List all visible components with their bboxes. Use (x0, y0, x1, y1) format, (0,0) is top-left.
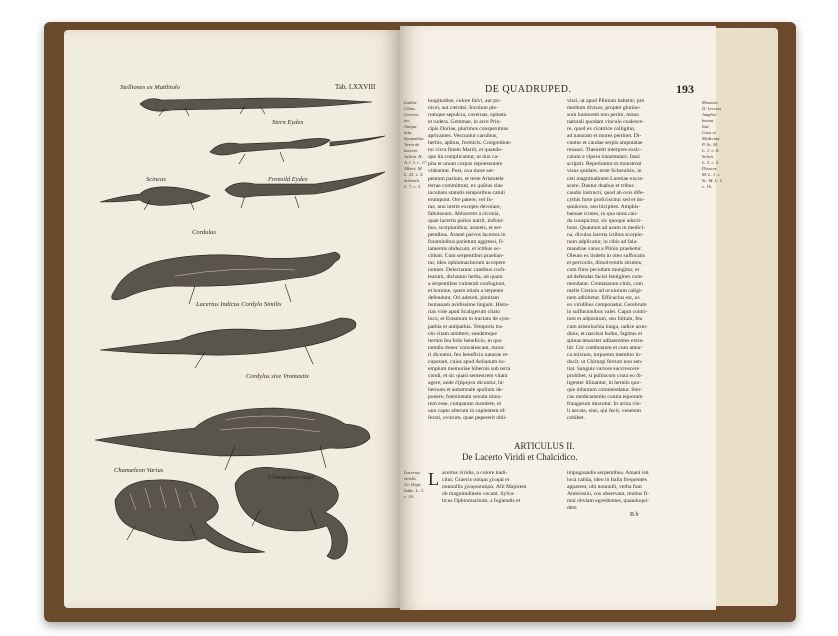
margin-note-line: Amphis- (702, 112, 718, 117)
text-line: terrae committunt, ex quibus sine (428, 182, 503, 189)
text-line: bunt. Quantum ad usum in medici- (567, 224, 645, 231)
text-line: cum fimo pecudum mungitur, et (567, 267, 640, 274)
text-line: ctu vitam amittere, eandemque (428, 330, 497, 337)
text-line: iterum feu folis beneficio, in quo (428, 337, 502, 344)
margin-note-line: thia. (404, 130, 413, 135)
text-line: cythis forte proficiscitur sed et ἀσ- (567, 196, 645, 203)
margin-note-line: lacerto. (404, 148, 419, 153)
text-line: fraugarum miscetur. In urina vin- (567, 401, 642, 408)
article-margin-note (404, 470, 426, 500)
margin-note-line: Schenck. (404, 178, 421, 183)
caption-chamaeleon-varius: Chamæleon Varius (114, 467, 164, 474)
text-line: cum aristolochia longa, radice arun- (567, 323, 648, 330)
text-line: emplum memoriae hibernis sub terra (428, 365, 511, 372)
text-line: naturali quodam vinculo coalesce- (567, 119, 644, 126)
text-line: tamdiu donec convalescant, mora- (428, 344, 505, 351)
article-column-1 (442, 470, 564, 505)
text-line: bus, scorpionibus, araneis, et ser- (428, 224, 503, 231)
text-line: et homine, quem etiam a serpente (428, 288, 504, 295)
text-line: cuntur et caudae serpis amputatae (567, 140, 643, 147)
margin-note-line: Albert. M. (404, 166, 423, 171)
margin-note-line: Lacertus (404, 470, 421, 475)
text-line: a serpentibus vulnerati confugiunt, (428, 281, 506, 288)
margin-note-line: Monstra. (702, 100, 719, 105)
caption-fronsild-eydex: Fronsild Eydex (268, 176, 308, 183)
text-line: que ita complicantur, ut duo ca- (428, 154, 499, 161)
text-line: nicei, aut cærulei. Incolunt ple- (428, 105, 498, 112)
text-line: apparent, ubi nonnulli, verba funt (567, 484, 642, 491)
article-column-2 (567, 470, 701, 512)
text-line: uno capto alterum in capientem ef- (428, 408, 507, 415)
text-line: defendunt. Ori admoti, pituitam (428, 295, 499, 302)
margin-note-line: L. 25. c. 5. (404, 172, 424, 177)
text-line: condi, et sic quasi semestrem vitam (428, 372, 508, 379)
margin-note-line: Varia de (404, 142, 420, 147)
text-column-1 (428, 98, 564, 422)
lizard-cordulus (112, 252, 340, 304)
text-line: prohibet, si pultiscum cruta eo di- (567, 372, 643, 379)
text-line: foraminibus parietum aggressi, fi- (428, 238, 505, 245)
margin-notes-right (702, 100, 722, 190)
text-line: visci, ut apud Plinium habetur, pro (567, 98, 645, 104)
text-line: ducit, ut Chirurgi ferrum non sen- (567, 358, 643, 365)
text-line: tus, uno inerte excepto devorare, (428, 203, 502, 210)
text-line: et percoctis, dissolvendis strumis, (567, 260, 643, 267)
margin-note-line: baena. (702, 118, 715, 123)
plate-number: Tab. LXXVIII (335, 83, 376, 91)
article-title: ARTICULUS II. (514, 441, 575, 451)
text-line: mandrae varus a Plinio praebetur. (567, 245, 643, 252)
text-column-2 (567, 98, 701, 422)
text-line: sum humorem non perire, mono (567, 112, 639, 119)
text-line: pathia et antipathia. Temporis tra- (428, 323, 504, 330)
text-line: ad naturam et mores pertinet. Di- (567, 133, 642, 140)
margin-note-line: c. 16. (404, 494, 415, 499)
drop-cap: L (428, 469, 439, 489)
margin-note-line: Sc. M. L. 1. (702, 178, 724, 183)
text-line: baenae icones, in qua unus cau- (567, 210, 638, 217)
text-line: nonnullis χλωροσαύρα. Alii Majorem (442, 484, 527, 491)
caption-lacertus-indicus: Lacertus Indicus Cordylo Similis (196, 301, 282, 308)
margin-note-line: Gr. Digit. (404, 482, 422, 487)
text-line: tur, ideo ophiomachorum accepere (428, 260, 506, 267)
text-line: na, divulsa lacerta ictibus scorpio- (567, 231, 644, 238)
text-line: nem adhibetur. Efficacius est, ex (567, 295, 640, 302)
margin-note-line: Antipa- (404, 124, 418, 129)
text-line: hit. Cor combustum et cum amur- (567, 344, 643, 351)
signature-mark: B b (630, 512, 639, 518)
margin-note-line: L. 5. c. 5. (702, 160, 720, 165)
chameleon-niger (235, 467, 348, 559)
text-line: herbis, apibus, formicis. Congrediun- (428, 140, 512, 147)
text-line: melle Cretico ad oculorum caligi- (567, 288, 643, 295)
margin-note-line: P. Sc. M. (702, 142, 719, 147)
text-line: tur circa finem Martii, et quando- (428, 147, 503, 154)
text-line: pita et unum corpus repræsentare (428, 161, 503, 168)
text-line: ri dicuntur, feu beneficio naturae re- (428, 351, 509, 358)
text-line: rumque sepulcra, cavernas, spineta (428, 112, 507, 119)
text-line: fabulosum. Abhorrent a ciconia, (428, 210, 500, 217)
text-line: erumpunt. Ore patere, vel fo- (428, 196, 494, 203)
text-line: scere. Dantur duabus et tribus (567, 182, 634, 189)
margin-note-line: A. l. 3. c. 17. (404, 160, 428, 165)
margin-note-line: L. 7. c. 3. (404, 184, 422, 189)
margin-note-line: Usus in (702, 130, 716, 135)
text-line: et rudera. Gemmae, in arce Prin- (428, 119, 502, 126)
text-line: in suffusionibus valet. Caput contri- (567, 309, 648, 316)
margin-note-line: Schen. (702, 154, 715, 159)
plate-header-left: Stelliones ex Matthiolo (120, 84, 180, 91)
margin-note-line: Ital. (702, 124, 710, 129)
lizard-scincus (100, 187, 210, 210)
page-fore-edge (716, 28, 778, 606)
text-line: ligenter illinantur, in herniis quo- (567, 379, 642, 386)
text-line: Oleum ex iisdem in oleo suffocatis (567, 253, 646, 260)
page-folio: 193 (676, 82, 694, 96)
margin-note-line: Medicina. (702, 136, 721, 141)
text-line: quae lacertis pullos nutrit, bufoni- (428, 217, 504, 224)
text-line: videantur. Post, ova more ser- (428, 168, 495, 175)
plate-illustration (95, 80, 387, 598)
margin-note-line: viridis (404, 476, 416, 481)
text-line: ca mixtum, torporem membro in- (567, 351, 642, 358)
text-line: li necata, eius, qui fecit, venerem (567, 408, 641, 415)
lizard-scincus-upper (210, 136, 385, 164)
margin-note-line: c. 16. (702, 184, 713, 189)
text-line: mul obviam egredientes, quandoqui- (567, 498, 650, 505)
text-line: spinas tenaciter adhaerentes extra- (567, 337, 644, 344)
text-line: scripsit. Reperiuntur et monstrosi (567, 161, 642, 168)
caption-cordulus: Cordulus (192, 229, 216, 236)
caption-cordylus: Cordylus sive Vromastix (246, 373, 309, 380)
text-line: cohibet. (567, 415, 585, 422)
lizard-lacertus-indicus (100, 318, 356, 368)
margin-note-line: L. 1. c. 8. (702, 148, 720, 153)
margin-note-line: D. Lercius (702, 106, 722, 111)
text-line: caudis instructi, quod ab ovis dife- (567, 189, 645, 196)
text-line: da conspicitur, sic quoque adscri- (567, 217, 642, 224)
caption-stern-eydex: Stern Eydex (272, 119, 304, 126)
text-line: que infantum commendatur. Ster- (567, 386, 643, 393)
text-line: renasci. Theoretti interpres exsic- (567, 147, 642, 154)
article-subtitle: De Lacerto Viridi et Chalcidico. (462, 452, 578, 462)
text-line: cidunt. Cum serpentibus praelian- (428, 253, 504, 260)
text-line: ad defendas faciei lentigines com- (567, 274, 644, 281)
text-line: rem esse, comparato incedere, et (428, 401, 501, 408)
text-line: dem (567, 505, 577, 512)
text-line: cus medicamento contra equorum (567, 393, 643, 400)
text-line: nomen. Delectantur cantibus coch- (428, 267, 506, 274)
text-line: cipis Doriae, plurimos conspeximus (428, 126, 509, 133)
text-line: agere, unde ἐξάμηνοι dicuntur, hi- (428, 379, 505, 386)
text-line: re, quod ex cicatrice colligitur, (567, 126, 636, 133)
margin-note-line: Latibu- (404, 100, 418, 105)
text-line: longitudine, colore fulvi, aut pu- (428, 98, 501, 104)
margin-note-line: Indic. L. 3. (404, 488, 425, 493)
caption-chamaeleon-niger: Chamæleon niger (268, 474, 315, 481)
text-line: ponere, foemineum sexum mino- (428, 393, 503, 400)
text-line: pentum pariunt, et teste Aristotele (428, 175, 504, 182)
margin-note-line: Dioscor. (702, 166, 718, 171)
margin-note-line: Genera- (404, 112, 420, 117)
text-line: ex viridibus componatur. Cerebrum (567, 302, 647, 309)
text-line: num adplicatur, in cibis ad fala- (567, 238, 638, 245)
text-line: medium divisos, propter glutino- (567, 105, 641, 112)
text-line: humanam avidissime lingunt. Histo- (428, 302, 510, 309)
text-line: catum a vipera transmutari, fassi (567, 154, 640, 161)
text-line: apricantes. Vescuntur carnibus, (428, 133, 498, 140)
text-line: visus quidam, teste Schenckio, in (567, 168, 642, 175)
text-line: dinis, et narcissi bulbo, fagittas et (567, 330, 643, 337)
text-line: Ambrosini, cos observant, multos fi- (567, 491, 650, 498)
text-line: mendatur. Crematarum cinis, cum (567, 281, 643, 288)
margin-notes-left (404, 100, 426, 190)
text-line: learum, dichanno herba, ad quam (428, 274, 503, 281)
margin-note-line: Sympathia. (404, 136, 425, 141)
caption-scincus: Scincus (146, 176, 166, 183)
margin-note-line: Aelian. H. (404, 154, 423, 159)
lizard-stern-eydex (140, 98, 372, 116)
text-line: pentibus. Aranei parvos lacertos in (428, 231, 506, 238)
text-line: acertus viridis, a colore itadi- (442, 470, 508, 476)
text-line: lamentis obducunt, et ictibus oc- (428, 245, 501, 252)
text-line: loca calida, ideo in Italia frequentes (567, 477, 647, 484)
running-head: DE QUADRUPED. (485, 84, 572, 95)
text-line: ob magnitudinem vocant. Sylva- (442, 491, 516, 498)
text-line: impugnandis serpentibus. Amant isti (567, 470, 649, 476)
margin-note-line: tio. (404, 118, 410, 123)
text-line: φαιδωτοι, seu bicipites. Amphis- (567, 203, 641, 210)
text-line: tum et adpositum, seu folium, feu (567, 316, 643, 323)
text-line: cuperare, cuius apud Aelianum ex- (428, 358, 506, 365)
text-line: ticus Ophiomachum, a fugiendis et (442, 498, 521, 505)
text-line: citur, Graecis σαύρα χλωρὰ et (442, 477, 510, 484)
margin-note-line: Cibus. (404, 106, 416, 111)
text-line: bernum et autumnale spolium de- (428, 386, 504, 393)
text-line: incubatu statutis temporibus catuli (428, 189, 505, 196)
text-line: loco, et Erasmum in tractatu de sym- (428, 316, 511, 323)
text-line: tiat. Sanguis varices succrescere (567, 365, 640, 372)
text-line: rias vide apud Scaligerum citato (428, 309, 501, 316)
text-line: ceti magnitudinem Lutetiae excre- (567, 175, 644, 182)
lizard-cordylus-vromastix (95, 408, 370, 470)
margin-note-line: M. L. 1. c. (702, 172, 721, 177)
text-line: ferari, ovorum, quae pepererit obli- (428, 415, 507, 422)
